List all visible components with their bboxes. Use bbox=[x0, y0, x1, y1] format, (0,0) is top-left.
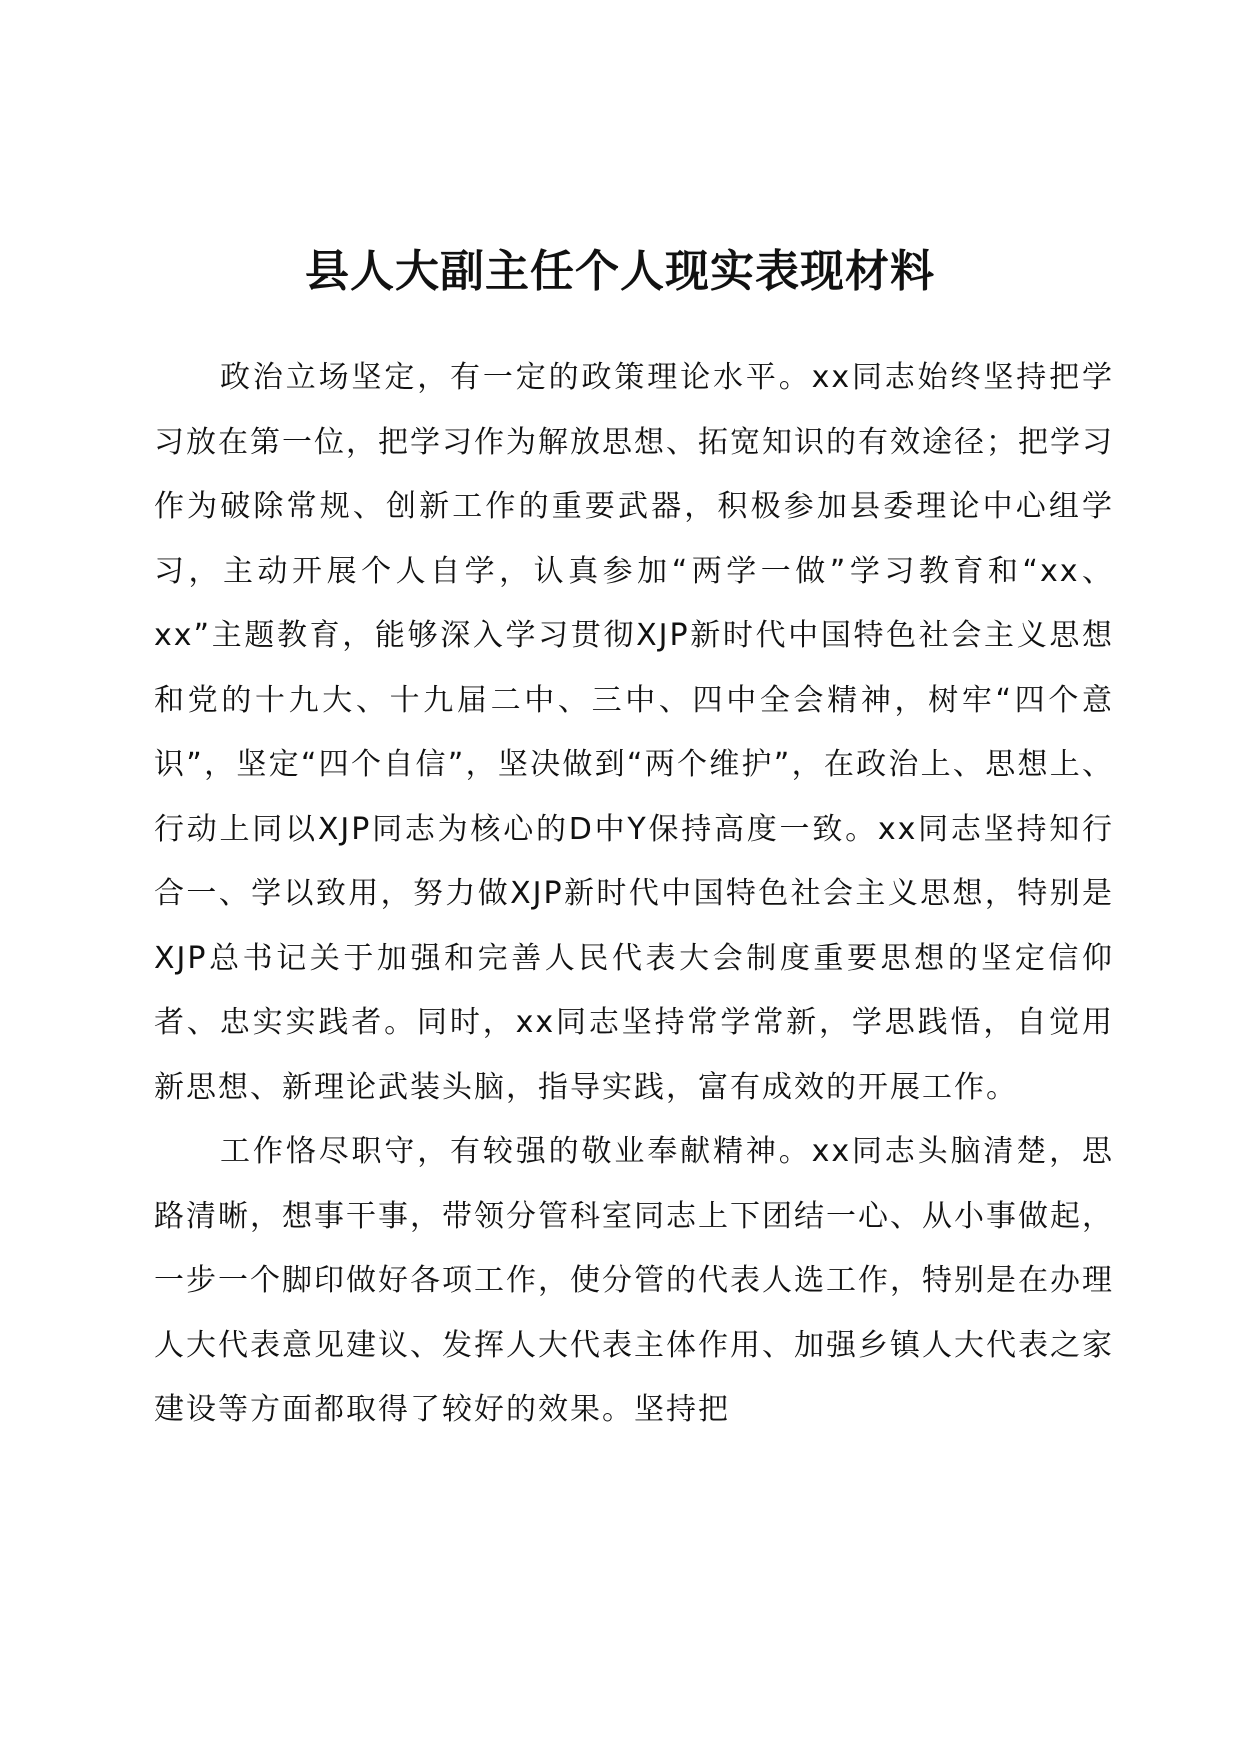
paragraph-work-dedication: 工作恪尽职守，有较强的敬业奉献精神。xx同志头脑清楚，思路清晰，想事干事，带领分管科室同志上下团结一心、从小事做起，一步一个脚印做好各项工作，使分管的代表人选工作，特别是在办理人大代表意见建议、发挥人大代表主体作用、加强乡镇人大代表之家建设等方面都取得了较好的效果。坚持把 bbox=[154, 1134, 1114, 1427]
document-body bbox=[154, 346, 1114, 1443]
document-title: 县人大副主任个人现实表现材料 bbox=[305, 246, 935, 297]
paragraph-political-stance: 政治立场坚定，有一定的政策理论水平。xx同志始终坚持把学习放在第一位，把学习作为解放思想、拓宽知识的有效途径；把学习作为破除常规、创新工作的重要武器，积极参加县委理论中心组学习，主动开展个人自学，认真参加“两学一做”学习教育和“xx、xx”主题教育，能够深入学习贯彻XJP新时代中国特色社会主义思想和党的十九大、十九届二中、三中、四中全会精神，树牢“四个意识”，坚定“四个自信”，坚决做到“两个维护”，在政治上、思想上、行动上同以XJP同志为核心的D中Y保持高度一致。xx同志坚持知行合一、学以致用，努力做XJP新时代中国特色社会主义思想，特别是XJP总书记关于加强和完善人民代表大会制度重要思想的坚定信仰者、忠实实践者。同时，xx同志坚持常学常新，学思践悟，自觉用新思想、新理论武装头脑，指导实践，富有成效的开展工作。 bbox=[154, 360, 1114, 1105]
